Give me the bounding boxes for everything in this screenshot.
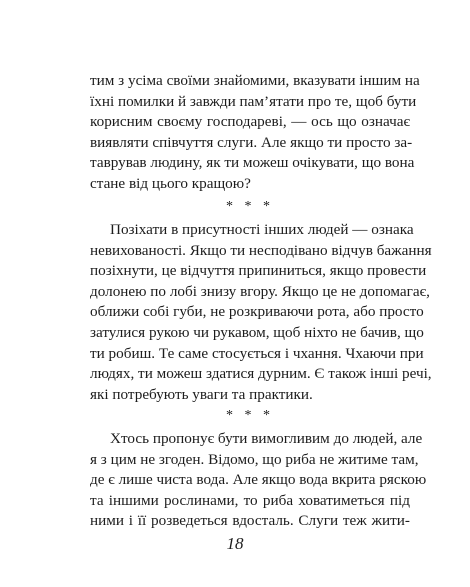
paragraph-line: невихованості. Якщо ти несподівано відчув бажання [90, 241, 432, 259]
paragraph-line: корисним своєму господареві, — ось що означає [90, 113, 410, 131]
paragraph-2 [90, 220, 432, 405]
paragraph-line: їхні помилки й завжди пам’ятати про те, щоб бути [90, 92, 417, 110]
paragraph-line: Позіхати в присутності інших людей — ознака [110, 221, 414, 238]
paragraph-line: ти робиш. Те саме стосується і чхання. Чхаючи при [90, 344, 424, 362]
paragraph-line: долонею по лобі знизу вгору. Якщо це не допомагає, [90, 282, 430, 300]
paragraph-line: таврував людину, як ти можеш очікувати, що вона [90, 154, 415, 172]
section-separator: * * * [226, 199, 274, 214]
paragraph-line: оближи собі губи, не розкриваючи рота, або просто [90, 303, 424, 321]
paragraph-line: виявляти співчуття слуги. Але якщо ти просто за- [90, 133, 413, 151]
paragraph-line: позіхнути, це відчуття припиниться, якщо провести [90, 262, 427, 280]
paragraph-line: затулися рукою чи рукавом, щоб ніхто не бачив, що [90, 323, 424, 341]
paragraph-line: тим з усіма своїми знайомими, вказувати іншим на [90, 72, 420, 89]
page-number: 18 [226, 534, 244, 553]
paragraph-3 [90, 429, 427, 532]
section-separator: * * * [226, 408, 274, 423]
paragraph-line: я з цим не згоден. Відомо, що риба не житиме там, [90, 450, 419, 468]
paragraph-line: стане від цього кращою? [90, 174, 251, 192]
paragraph-line: та іншими рослинами, то риба ховатиметься під [90, 491, 410, 509]
paragraph-line: які потребують уваги та практики. [90, 385, 313, 403]
paragraph-1 [90, 71, 420, 195]
paragraph-line: де є лише чиста вода. Але якщо вода вкрита ряскою [90, 471, 427, 489]
paragraph-line: ними і її розведеться вдосталь. Слуги теж жити- [90, 512, 410, 530]
paragraph-line: людях, ти можеш здатися дурним. Є також інші речі, [90, 365, 432, 383]
paragraph-line: Хтось пропонує бути вимогливим до людей, але [110, 430, 423, 447]
